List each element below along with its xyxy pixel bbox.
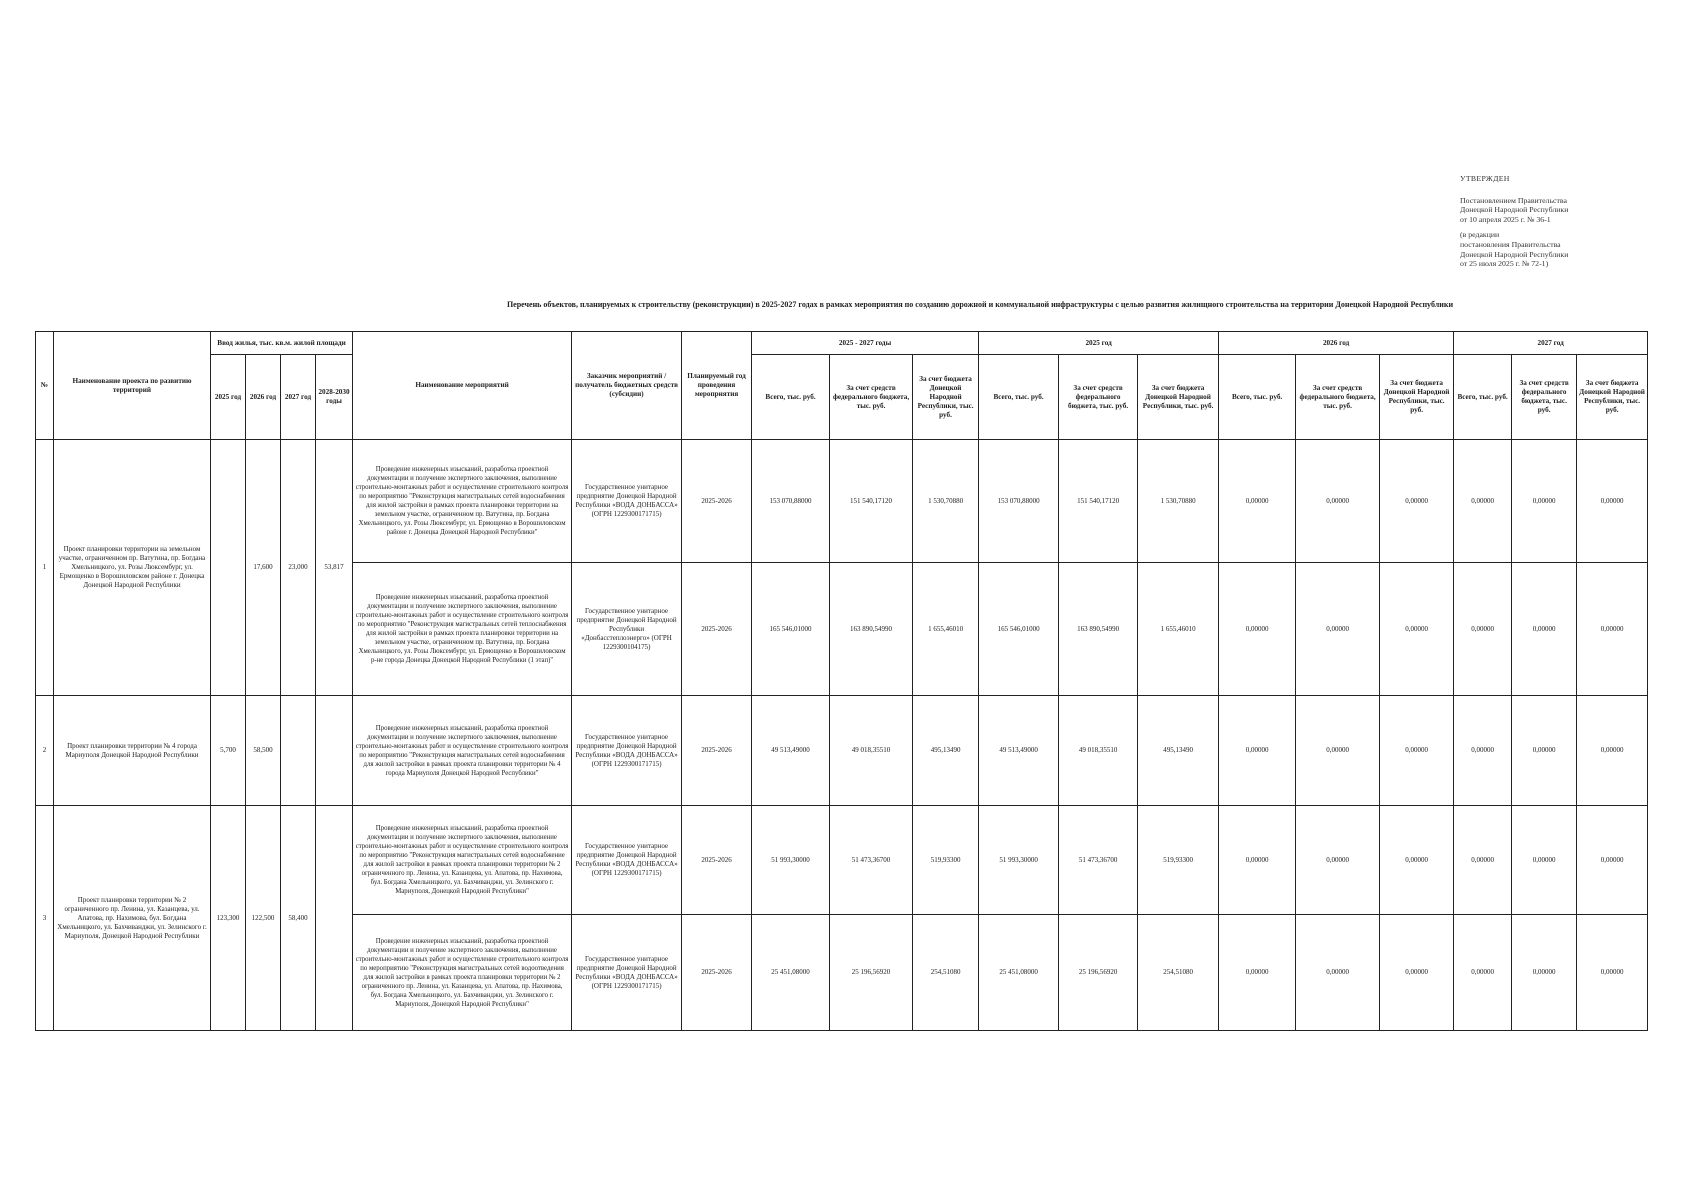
housing-2028: 53,817 — [316, 440, 353, 696]
amount-cell: 163 890,54990 — [830, 563, 913, 696]
amount-cell: 0,00000 — [1454, 806, 1512, 915]
project-name: Проект планировки территории № 2 ограниченного пр. Ленина, ул. Казанцева, ул. Апатова, пр. Нахимова, бул. Богдана Хмельницкого, ул. Бахчиванджи, ул. Зелинского г. Мариуполя, Донецкой Народной Республики — [54, 806, 211, 1031]
header-period-2027: 2027 год — [1454, 332, 1648, 355]
amount-cell: 0,00000 — [1454, 696, 1512, 806]
amount-cell: 0,00000 — [1219, 915, 1296, 1031]
header-total: Всего, тыс. руб. — [1219, 355, 1296, 440]
header-housing-2026: 2026 год — [246, 355, 281, 440]
measure-name: Проведение инженерных изысканий, разработка проектной документации и получение экспертного заключения, выполнение строительно-монтажных работ и осуществление строительного контроля по мероприятию "Реконструкция магистральных сетей водоотведения для жилой застройки в рамках проекта планировки территории № 2 ограниченного пр. Ленина, ул. Казанцева, ул. Апатова, пр. Нахимова, бул. Богдана Хмельницкого, ул. Бахчиванджи, ул. Зелинского г. Мариуполя, Донецкой Народной Республики" — [353, 915, 572, 1031]
header-row-1 — [36, 332, 1648, 355]
customer-name: Государственное унитарное предприятие Донецкой Народной Республики «Донбасстеплоэнерго» (ОГРН 1229300104175) — [572, 563, 682, 696]
housing-2026: 17,600 — [246, 440, 281, 696]
row-number: 1 — [36, 440, 54, 696]
edition-line: от 25 июля 2025 г. № 72-1) — [1460, 259, 1549, 269]
amount-cell: 51 473,36700 — [1059, 806, 1138, 915]
amount-cell: 25 196,56920 — [1059, 915, 1138, 1031]
header-period-total: 2025 - 2027 годы — [752, 332, 979, 355]
amount-cell: 0,00000 — [1380, 915, 1454, 1031]
approval-edition — [1460, 230, 1660, 268]
amount-cell: 0,00000 — [1219, 563, 1296, 696]
header-period-2025: 2025 год — [979, 332, 1219, 355]
measure-name: Проведение инженерных изысканий, разработка проектной документации и получение экспертного заключения, выполнение строительно-монтажных работ и осуществление строительного контроля по мероприятию "Реконструкция магистральных сетей водоснабжения для жилой застройки в рамках проекта планировки территории № 4 города Мариуполя Донецкой Народной Республики" — [353, 696, 572, 806]
amount-cell: 151 540,17120 — [1059, 440, 1138, 563]
amount-cell: 25 451,08000 — [752, 915, 830, 1031]
document-title: Перечень объектов, планируемых к строительству (реконструкции) в 2025-2027 годах в рамках мероприятия по созданию дорожной и коммунальной инфраструктуры с целью развития жилищного строительства на территории Донецкой Народной Республики — [506, 300, 1454, 309]
housing-2027 — [281, 696, 316, 806]
decree-line: от 10 апреля 2025 г. № 36-1 — [1460, 214, 1551, 224]
table-row — [36, 806, 1648, 915]
amount-cell: 0,00000 — [1380, 440, 1454, 563]
header-planned-year: Планируемый год проведения мероприятия — [682, 332, 752, 440]
amount-cell: 254,51080 — [913, 915, 979, 1031]
housing-2028 — [316, 696, 353, 806]
decree-line: Донецкой Народной Республики — [1460, 205, 1569, 215]
amount-cell: 495,13490 — [913, 696, 979, 806]
header-period-2026: 2026 год — [1219, 332, 1454, 355]
amount-cell: 0,00000 — [1577, 806, 1648, 915]
housing-2025: 5,700 — [211, 696, 246, 806]
amount-cell: 51 993,30000 — [979, 806, 1059, 915]
amount-cell: 0,00000 — [1219, 696, 1296, 806]
edition-line: (в редакции — [1460, 230, 1500, 240]
project-name: Проект планировки территории на земельном участке, ограниченном пр. Ватутина, пр. Богдана Хмельницкого, ул. Розы Люксембург, ул. Ермощенко в Ворошиловском районе г. Донецка Донецкой Народной Республики — [54, 440, 211, 696]
objects-table — [35, 331, 1648, 1031]
header-regional: За счет бюджета Донецкой Народной Республики, тыс. руб. — [1577, 355, 1648, 440]
amount-cell: 165 546,01000 — [752, 563, 830, 696]
approval-decree — [1460, 196, 1660, 225]
amount-cell: 0,00000 — [1512, 440, 1577, 563]
header-customer: Заказчик мероприятий / получатель бюджетных средств (субсидии) — [572, 332, 682, 440]
amount-cell: 0,00000 — [1454, 563, 1512, 696]
header-measure: Наименование мероприятий — [353, 332, 572, 440]
planned-year: 2025-2026 — [682, 696, 752, 806]
amount-cell: 0,00000 — [1296, 806, 1380, 915]
table-row — [36, 696, 1648, 806]
header-regional: За счет бюджета Донецкой Народной Республики, тыс. руб. — [1138, 355, 1219, 440]
amount-cell: 49 513,49000 — [979, 696, 1059, 806]
amount-cell: 0,00000 — [1380, 696, 1454, 806]
measure-name: Проведение инженерных изысканий, разработка проектной документации и получение экспертного заключения, выполнение строительно-монтажных работ и осуществление строительного контроля по мероприятию "Реконструкция магистральных сетей водоснабжения для жилой застройки в рамках проекта планировки территории на земельном участке, ограниченном пр. Ватутина, пр. Богдана Хмельницкого, ул. Розы Люксембург, ул. Ермощенко в Ворошиловском районе г. Донецка Донецкой Народной Республики" — [353, 440, 572, 563]
header-project: Наименование проекта по развитию территорий — [54, 332, 211, 440]
approval-block — [1460, 174, 1660, 275]
row-number: 2 — [36, 696, 54, 806]
header-regional: За счет бюджета Донецкой Народной Республики, тыс. руб. — [1380, 355, 1454, 440]
amount-cell: 0,00000 — [1296, 915, 1380, 1031]
header-no: № — [36, 332, 54, 440]
amount-cell: 25 451,08000 — [979, 915, 1059, 1031]
customer-name: Государственное унитарное предприятие Донецкой Народной Республики «ВОДА ДОНБАССА» (ОГРН 1229300171715) — [572, 915, 682, 1031]
amount-cell: 495,13490 — [1138, 696, 1219, 806]
amount-cell: 254,51080 — [1138, 915, 1219, 1031]
amount-cell: 49 018,35510 — [1059, 696, 1138, 806]
amount-cell: 1 655,46010 — [913, 563, 979, 696]
housing-2027: 58,400 — [281, 806, 316, 1031]
header-federal: За счет средств федерального бюджета, тыс. руб. — [830, 355, 913, 440]
amount-cell: 0,00000 — [1380, 563, 1454, 696]
amount-cell: 0,00000 — [1512, 806, 1577, 915]
amount-cell: 1 530,70880 — [913, 440, 979, 563]
amount-cell: 163 890,54990 — [1059, 563, 1138, 696]
approval-title: УТВЕРЖДЕН — [1460, 174, 1510, 183]
header-housing-2028: 2028-2030 годы — [316, 355, 353, 440]
header-total: Всего, тыс. руб. — [979, 355, 1059, 440]
amount-cell: 0,00000 — [1380, 806, 1454, 915]
amount-cell: 0,00000 — [1296, 563, 1380, 696]
housing-2025: 123,300 — [211, 806, 246, 1031]
planned-year: 2025-2026 — [682, 440, 752, 563]
amount-cell: 0,00000 — [1296, 440, 1380, 563]
amount-cell: 51 993,30000 — [752, 806, 830, 915]
amount-cell: 1 655,46010 — [1138, 563, 1219, 696]
header-housing-2025: 2025 год — [211, 355, 246, 440]
housing-2026: 122,500 — [246, 806, 281, 1031]
amount-cell: 49 018,35510 — [830, 696, 913, 806]
amount-cell: 0,00000 — [1577, 563, 1648, 696]
amount-cell: 0,00000 — [1219, 806, 1296, 915]
housing-2028 — [316, 806, 353, 1031]
planned-year: 2025-2026 — [682, 915, 752, 1031]
planned-year: 2025-2026 — [682, 563, 752, 696]
housing-2026: 58,500 — [246, 696, 281, 806]
customer-name: Государственное унитарное предприятие Донецкой Народной Республики «ВОДА ДОНБАССА» (ОГРН 1229300171715) — [572, 806, 682, 915]
measure-name: Проведение инженерных изысканий, разработка проектной документации и получение экспертного заключения, выполнение строительно-монтажных работ и осуществление строительного контроля по мероприятию "Реконструкция магистральных сетей водоснабжение для жилой застройки в рамках проекта планировки территории № 2 ограниченного пр. Ленина, ул. Казанцева, ул. Апатова, пр. Нахимова, бул. Богдана Хмельницкого, ул. Бахчиванджи, ул. Зелинского г. Мариуполя, Донецкой Народной Республики" — [353, 806, 572, 915]
amount-cell: 0,00000 — [1512, 915, 1577, 1031]
amount-cell: 0,00000 — [1577, 915, 1648, 1031]
edition-line: постановления Правительства — [1460, 239, 1561, 249]
amount-cell: 0,00000 — [1296, 696, 1380, 806]
amount-cell: 0,00000 — [1577, 696, 1648, 806]
header-federal: За счет средств федерального бюджета, тыс. руб. — [1059, 355, 1138, 440]
header-total: Всего, тыс. руб. — [1454, 355, 1512, 440]
amount-cell: 0,00000 — [1577, 440, 1648, 563]
header-total: Всего, тыс. руб. — [752, 355, 830, 440]
amount-cell: 51 473,36700 — [830, 806, 913, 915]
project-name: Проект планировки территории № 4 города Мариуполя Донецкой Народной Республики — [54, 696, 211, 806]
amount-cell: 153 070,88000 — [752, 440, 830, 563]
decree-line: Постановлением Правительства — [1460, 195, 1567, 205]
amount-cell: 25 196,56920 — [830, 915, 913, 1031]
amount-cell: 153 070,88000 — [979, 440, 1059, 563]
header-housing-2027: 2027 год — [281, 355, 316, 440]
header-federal: За счет средств федерального бюджета, тыс. руб. — [1512, 355, 1577, 440]
edition-line: Донецкой Народной Республики — [1460, 249, 1569, 259]
amount-cell: 0,00000 — [1454, 440, 1512, 563]
amount-cell: 519,93300 — [1138, 806, 1219, 915]
amount-cell: 1 530,70880 — [1138, 440, 1219, 563]
header-row-2 — [36, 355, 1648, 440]
amount-cell: 519,93300 — [913, 806, 979, 915]
housing-2025 — [211, 440, 246, 696]
housing-2027: 23,000 — [281, 440, 316, 696]
header-federal: За счет средств федерального бюджета, тыс. руб. — [1296, 355, 1380, 440]
amount-cell: 0,00000 — [1454, 915, 1512, 1031]
amount-cell: 151 540,17120 — [830, 440, 913, 563]
measure-name: Проведение инженерных изысканий, разработка проектной документации и получение экспертного заключения, выполнение строительно-монтажных работ и осуществление строительного контроля по мероприятию "Реконструкция магистральных сетей теплоснабжения для жилой застройки в рамках проекта планировки территории на земельном участке, ограниченном пр. Ватутина, пр. Богдана Хмельницкого, ул. Розы Люксембург, ул. Ермощенко в Ворошиловском р-не города Донецка Донецкой Народной Республики (1 этап)" — [353, 563, 572, 696]
table-row — [36, 440, 1648, 563]
customer-name: Государственное унитарное предприятие Донецкой Народной Республики «ВОДА ДОНБАССА» (ОГРН 1229300171715) — [572, 440, 682, 563]
amount-cell: 0,00000 — [1512, 696, 1577, 806]
planned-year: 2025-2026 — [682, 806, 752, 915]
amount-cell: 0,00000 — [1512, 563, 1577, 696]
header-housing: Ввод жилья, тыс. кв.м. жилой площади — [211, 332, 353, 355]
header-regional: За счет бюджета Донецкой Народной Республики, тыс. руб. — [913, 355, 979, 440]
row-number: 3 — [36, 806, 54, 1031]
customer-name: Государственное унитарное предприятие Донецкой Народной Республики «ВОДА ДОНБАССА» (ОГРН 1229300171715) — [572, 696, 682, 806]
amount-cell: 165 546,01000 — [979, 563, 1059, 696]
amount-cell: 0,00000 — [1219, 440, 1296, 563]
amount-cell: 49 513,49000 — [752, 696, 830, 806]
